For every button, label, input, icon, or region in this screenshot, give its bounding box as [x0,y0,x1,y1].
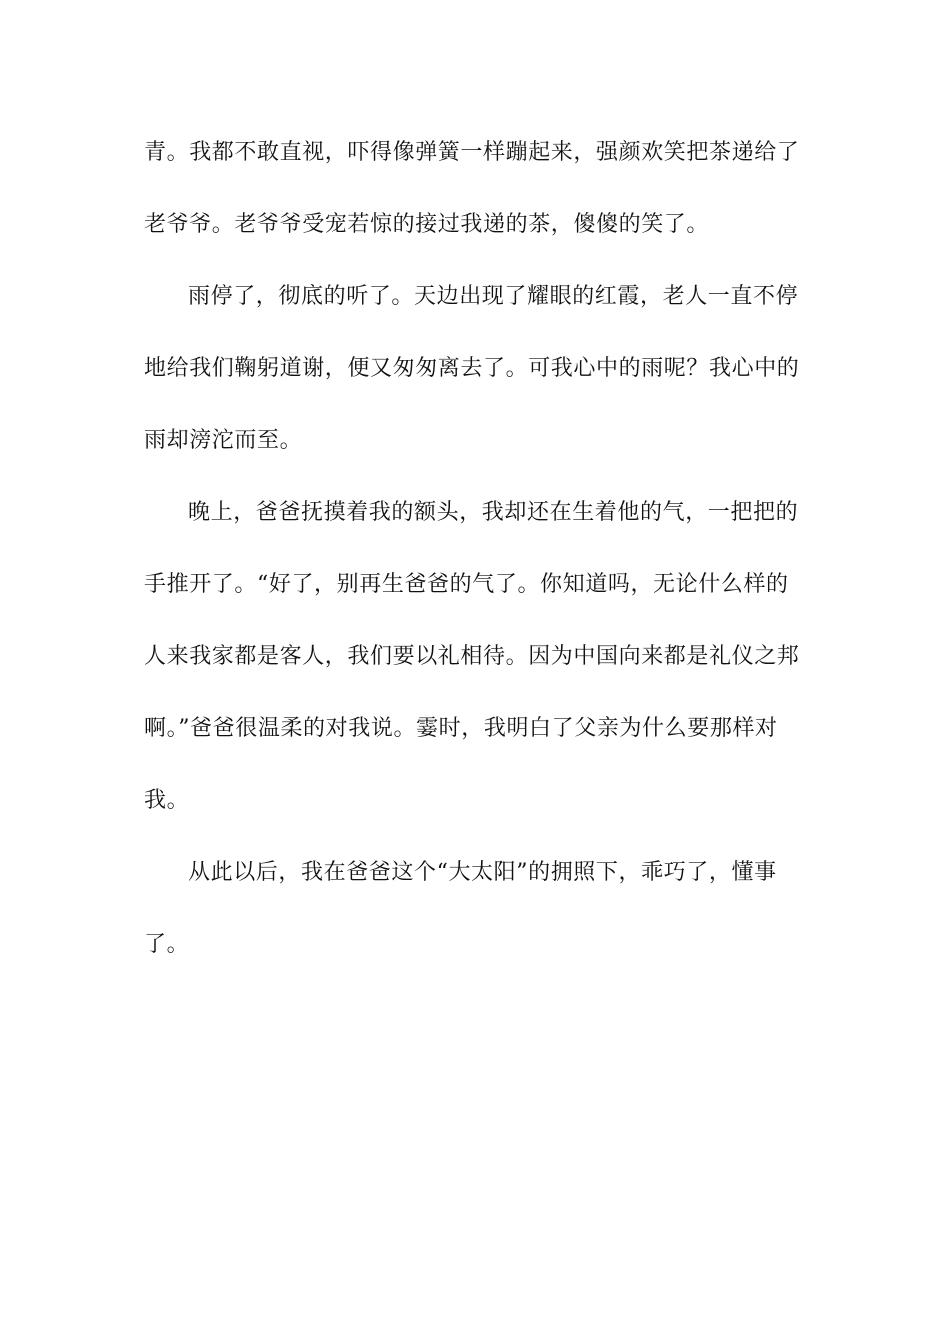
text-line: 晚上，爸爸抚摸着我的额头，我却还在生着他的气，一把把的 [188,500,799,525]
text-line: 雨却滂沱而至。 [144,428,303,453]
paragraph-4 [144,849,806,993]
text-line: 雨停了，彻底的听了。天边出现了耀眼的红霞，老人一直不停 [188,284,799,309]
text-line: 老爷爷。老爷爷受宠若惊的接过我递的茶，傻傻的笑了。 [144,212,710,237]
text-line: 啊。”爸爸很温柔的对我说。霎时，我明白了父亲为什么要那样对 [144,716,778,741]
text-line: 青。我都不敢直视，吓得像弹簧一样蹦起来，强颜欢笑把茶递给了 [144,140,800,165]
text-line: 我。 [144,788,190,813]
paragraph-1 [144,129,806,273]
body-text [144,129,806,993]
text-line: 从此以后，我在爸爸这个“大太阳”的拥照下，乖巧了，懂事 [188,860,777,885]
text-line: 手推开了。“好了，别再生爸爸的气了。你知道吗，无论什么样的 [144,572,789,597]
text-line: 了。 [144,932,190,957]
text-line: 人来我家都是客人，我们要以礼相待。因为中国向来都是礼仪之邦 [144,644,800,669]
text-line: 地给我们鞠躬道谢，便又匆匆离去了。可我心中的雨呢？我心中的 [144,356,800,381]
paragraph-2 [144,273,806,489]
paragraph-3 [144,489,806,849]
